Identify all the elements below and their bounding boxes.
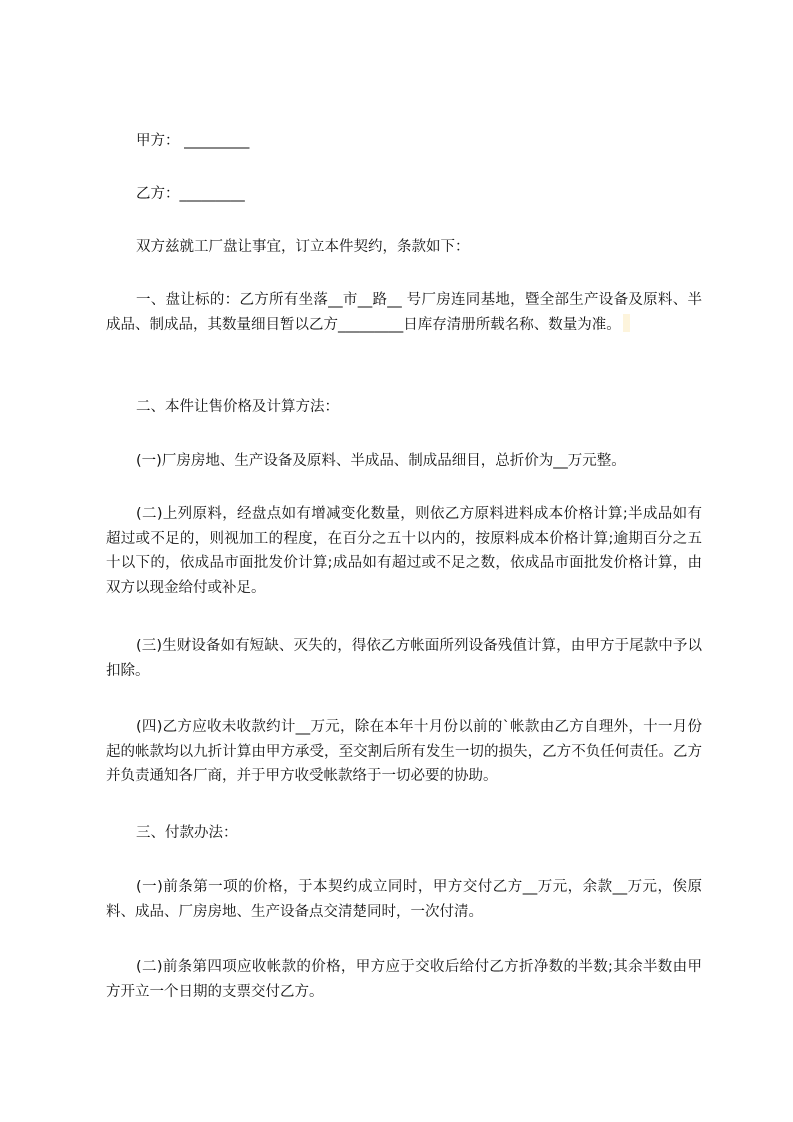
clause-2-2-paragraph: (二)上列原料，经盘点如有增减变化数量，则依乙方原料进料成本价格计算;半成品如有超过或不足的，则视加工的程度，在百分之五十以内的，按原料成本价格计算;逾期百分之五十以下的，依成品市面批发价计算;成品如有超过或不足之数，依成品市面批发价格计算，由双方以现金给付或补足。	[106, 506, 702, 596]
clause-1-paragraph	[106, 288, 702, 337]
cursor-highlight-icon	[623, 314, 630, 332]
clause-2-title: 二、本件让售价格及计算方法：	[136, 399, 339, 415]
clause-2-3-paragraph: (三)生财设备如有短缺、灭失的，得依乙方帐面所列设备残值计算，由甲方于尾款中予以扣除。	[106, 638, 702, 679]
clause-2-1-paragraph: (一)厂房房地、生产设备及原料、半成品、制成品细目，总折价为__万元整。	[136, 453, 626, 469]
clause-3-title: 三、付款办法：	[136, 825, 238, 841]
clause-3-2-paragraph: (二)前条第四项应收帐款的价格，甲方应于交收后给付乙方折净数的半数;其余半数由甲方开立一个日期的支票交付乙方。	[106, 959, 702, 1000]
clause-3-1-paragraph: (一)前条第一项的价格，于本契约成立同时，甲方交付乙方__万元，余款__万元，俟原料、成品、厂房房地、生产设备点交清楚同时，一次付清。	[106, 879, 702, 920]
intro-paragraph: 双方兹就工厂盘让事宜，订立本件契约，条款如下：	[136, 239, 470, 255]
clause-2-4-paragraph: (四)乙方应收未收款约计__万元，除在本年十月份以前的`帐款由乙方自理外，十一月份起的帐款均以九折计算由甲方承受，至交割后所有发生一切的损失，乙方不负任何责任。乙方并负责通知各厂商，并于甲方收受帐款络于一切必要的协助。	[106, 719, 702, 784]
clause-1-text: 一、盘让标的：乙方所有坐落__市__路__ 号厂房连同基地，暨全部生产设备及原料、半成品、制成品，其数量细目暂以乙方_________日库存清册所载名称、数量为准。	[106, 292, 702, 333]
party-a-line: 甲方： _________	[136, 133, 250, 149]
party-b-line: 乙方：_________	[136, 186, 245, 202]
